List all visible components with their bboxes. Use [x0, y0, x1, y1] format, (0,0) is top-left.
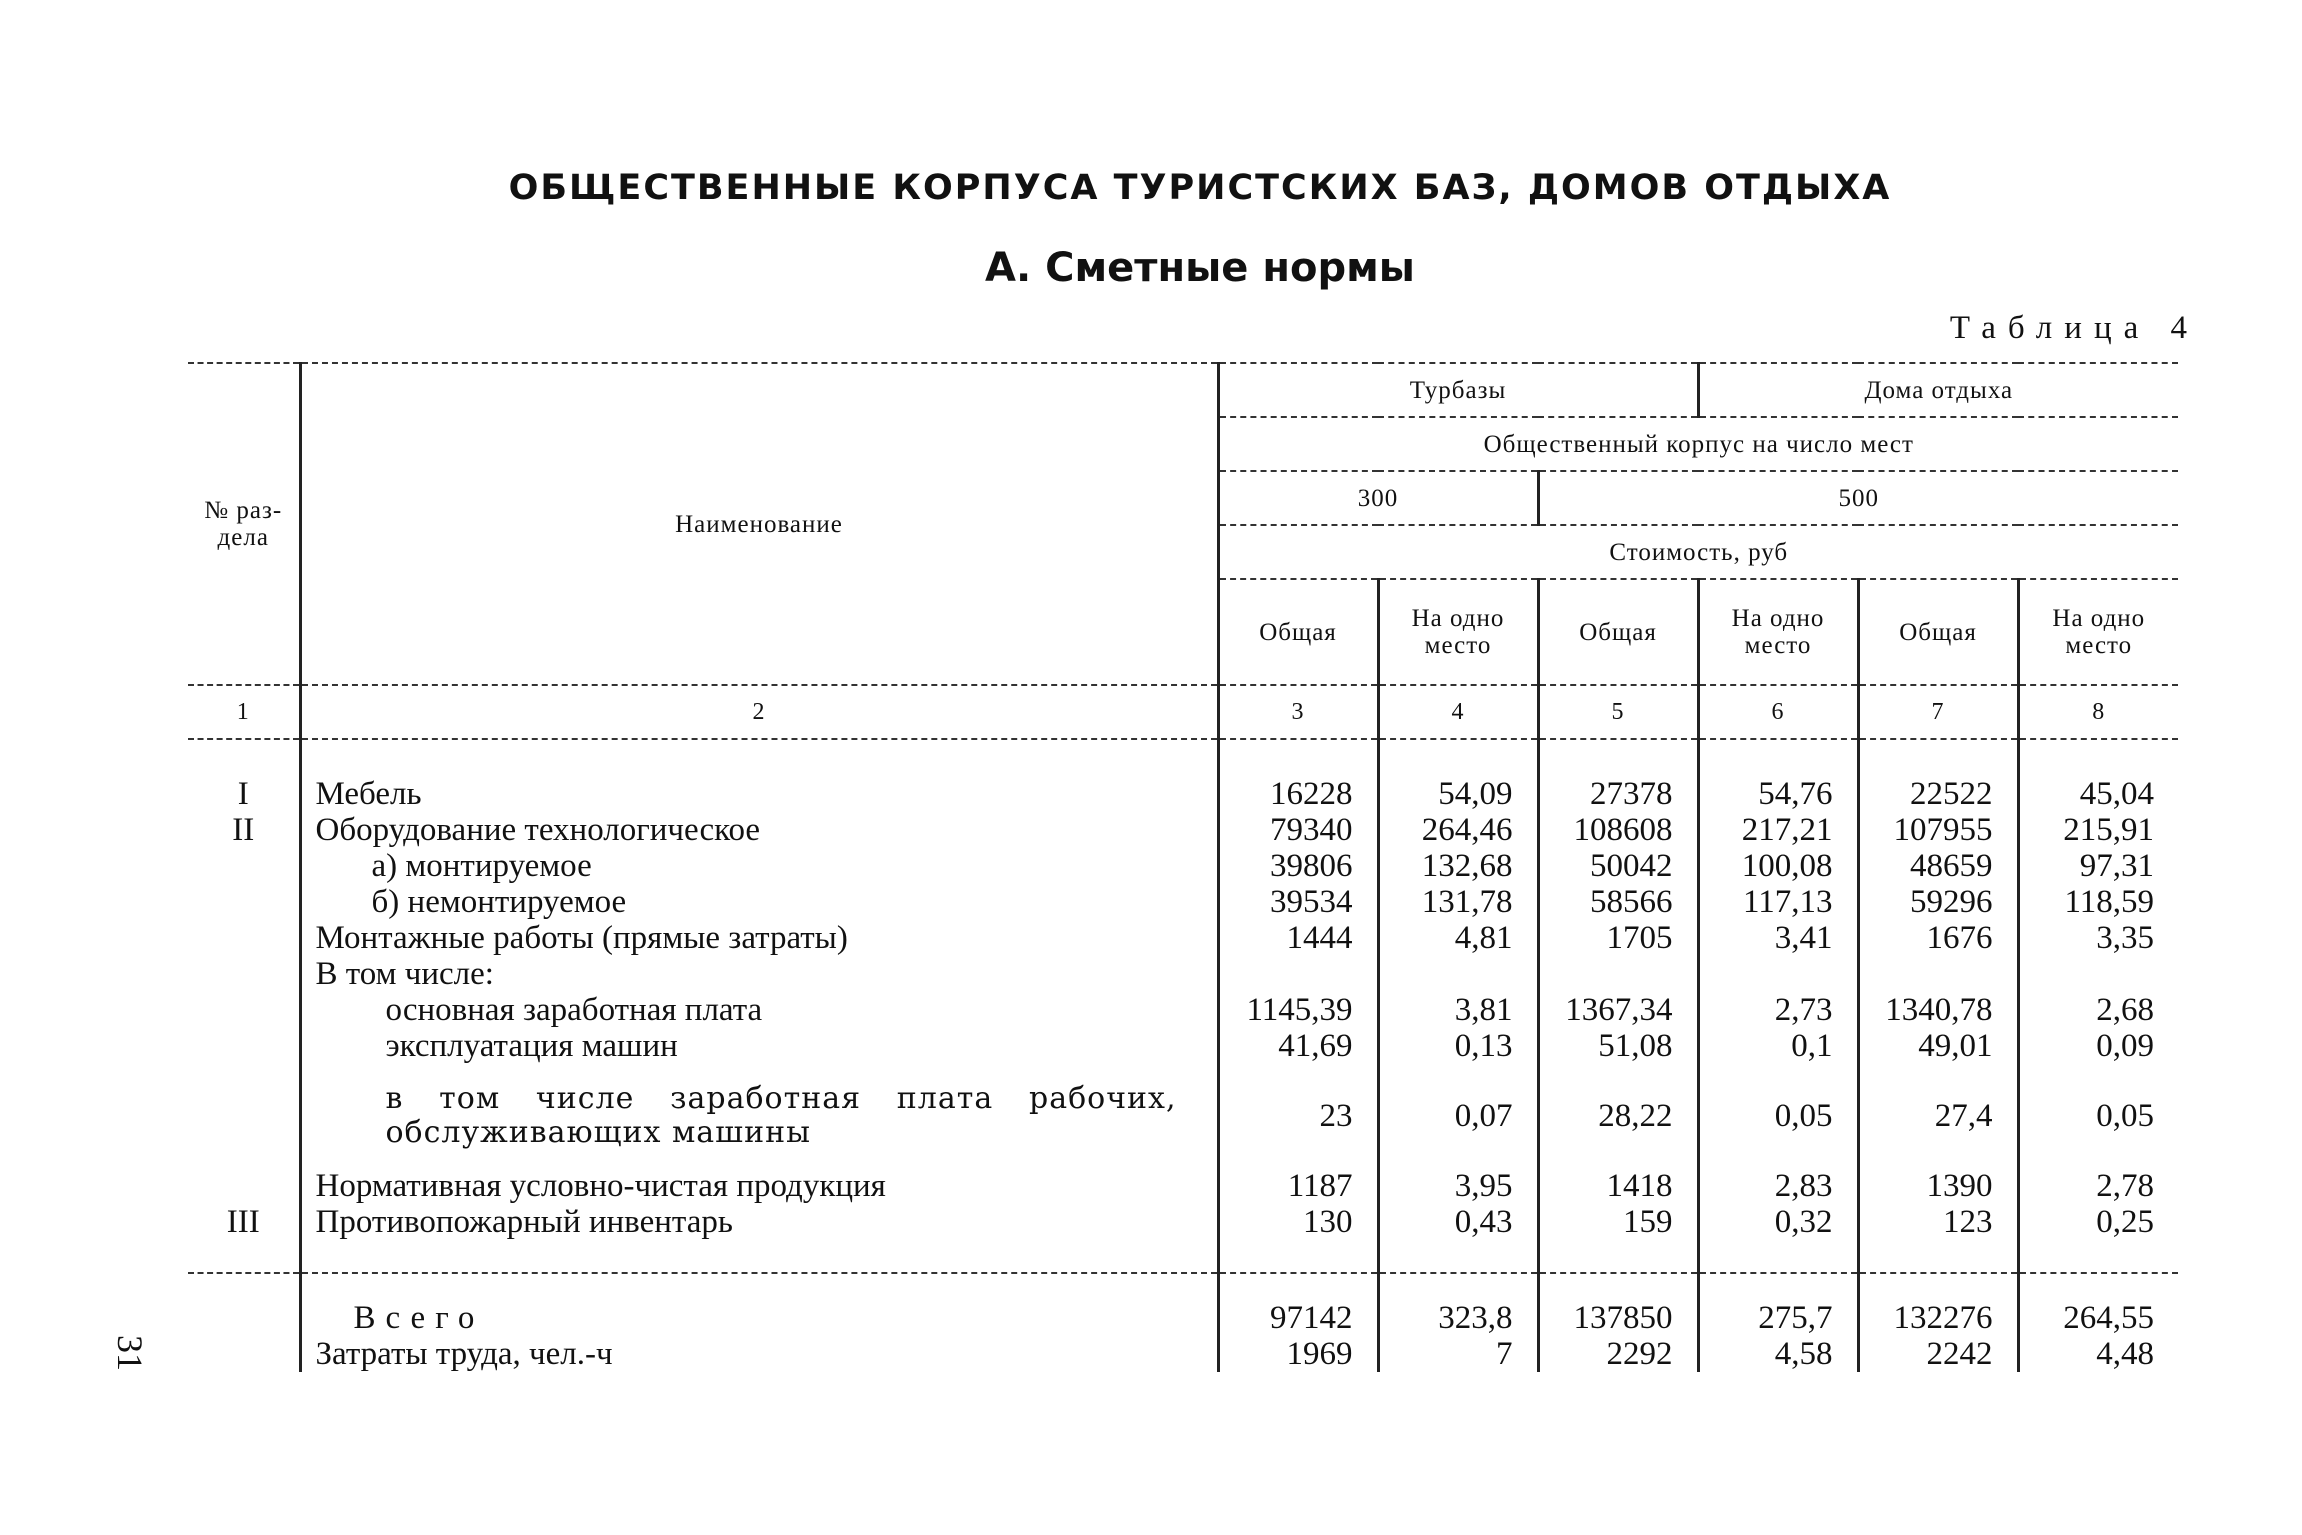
value-cell: 27378	[1538, 739, 1698, 812]
value-cell	[1858, 956, 2018, 992]
value-cell: 108608	[1538, 812, 1698, 848]
labor-row	[188, 1336, 2178, 1372]
value-cell: 79340	[1218, 812, 1378, 848]
labor-value-cell: 2292	[1538, 1336, 1698, 1372]
header-col-total: Общая	[1858, 579, 2018, 685]
value-cell: 3,95	[1378, 1168, 1538, 1204]
value-cell: 131,78	[1378, 884, 1538, 920]
value-cell: 1145,39	[1218, 992, 1378, 1028]
name-cell: Нормативная условно-чистая продукция	[300, 1168, 1218, 1204]
header-capacity-500: 500	[1538, 471, 2178, 525]
table-row	[188, 992, 2178, 1028]
value-cell: 54,09	[1378, 739, 1538, 812]
name-cell: В том числе:	[300, 956, 1218, 992]
value-cell: 0,07	[1378, 1064, 1538, 1168]
labor-value-cell: 4,48	[2096, 1336, 2155, 1372]
header-name	[300, 363, 1218, 685]
value-cell: 0,43	[1378, 1204, 1538, 1273]
column-number: 6	[1698, 685, 1858, 739]
value-cell: 264,46	[1378, 812, 1538, 848]
value-cell: 117,13	[1698, 884, 1858, 920]
value-cell: 28,22	[1538, 1064, 1698, 1168]
value-cell: 3,41	[1698, 920, 1858, 956]
table-row	[188, 1204, 2178, 1273]
section-cell: III	[188, 1204, 300, 1273]
name-cell: а) монтируемое	[300, 848, 1218, 884]
section-cell	[188, 884, 300, 920]
value-cell: 2,68	[2096, 992, 2155, 1028]
value-cell: 48659	[1858, 848, 2018, 884]
header-cost-label: Стоимость, руб	[1218, 525, 2178, 579]
header-col-per-place: На одно место	[2018, 579, 2178, 685]
section-cell	[188, 1336, 300, 1372]
value-cell: 123	[1858, 1204, 2018, 1273]
value-cell: 39806	[1218, 848, 1378, 884]
value-cell: 39534	[1218, 884, 1378, 920]
column-number: 2	[300, 685, 1218, 739]
column-number: 5	[1538, 685, 1698, 739]
total-value-cell: 323,8	[1378, 1273, 1538, 1336]
value-cell: 1340,78	[1858, 992, 2018, 1028]
page-number: 31	[110, 1335, 150, 1371]
value-cell: 100,08	[1698, 848, 1858, 884]
document-subtitle: А. Сметные нормы	[985, 245, 1415, 291]
table-row	[188, 920, 2178, 956]
section-cell	[188, 848, 300, 884]
section-cell	[188, 1273, 300, 1336]
labor-value-cell: 2242	[1858, 1336, 2018, 1372]
document-title: ОБЩЕСТВЕННЫЕ КОРПУСА ТУРИСТСКИХ БАЗ, ДОМОВ ОТДЫХА	[508, 168, 1892, 208]
table-row	[188, 884, 2178, 920]
value-cell: 107955	[1858, 812, 2018, 848]
header-group-turbazy: Турбазы	[1218, 363, 1698, 417]
value-cell: 2,78	[2096, 1168, 2155, 1204]
value-cell: 217,21	[1698, 812, 1858, 848]
value-cell: 215,91	[2063, 812, 2155, 848]
value-cell: 1367,34	[1538, 992, 1698, 1028]
estimate-norms-table	[188, 362, 2178, 1372]
header-col-total: Общая	[1218, 579, 1378, 685]
column-number: 4	[1378, 685, 1538, 739]
value-cell: 0,32	[1698, 1204, 1858, 1273]
value-cell: 0,25	[2018, 1204, 2178, 1273]
table-row	[188, 1168, 2178, 1204]
value-cell: 1676	[1858, 920, 2018, 956]
labor-value-cell: 1969	[1218, 1336, 1378, 1372]
section-cell	[188, 1064, 300, 1168]
column-number: 8	[2018, 685, 2178, 739]
total-value-cell: 132276	[1858, 1273, 2018, 1336]
table-row	[188, 739, 2178, 812]
value-cell	[1538, 956, 1698, 992]
section-cell	[188, 956, 300, 992]
section-cell: II	[232, 812, 255, 848]
value-cell: 16228	[1218, 739, 1378, 812]
value-cell: 97,31	[2079, 848, 2155, 884]
table-row	[188, 956, 2178, 992]
header-section-no-label: № раз- дела	[204, 497, 283, 551]
table-row	[188, 812, 2178, 848]
table-row	[188, 1028, 2178, 1064]
value-cell: 51,08	[1538, 1028, 1698, 1064]
column-number: 7	[1858, 685, 2018, 739]
section-cell	[188, 992, 300, 1028]
total-label: Всего	[300, 1273, 1218, 1336]
value-cell: 50042	[1538, 848, 1698, 884]
value-cell	[2018, 956, 2178, 992]
value-cell: 118,59	[2064, 884, 2155, 920]
name-cell: в том числе заработная плата рабочих, обслуживающих машины	[300, 1064, 1218, 1168]
value-cell: 27,4	[1858, 1064, 2018, 1168]
value-cell: 59296	[1858, 884, 2018, 920]
table-label: Таблица 4	[1949, 310, 2199, 346]
total-row	[188, 1273, 2178, 1336]
total-value-cell: 97142	[1218, 1273, 1378, 1336]
name-cell: Мебель	[300, 739, 1218, 812]
value-cell	[1698, 956, 1858, 992]
header-name-label: Наименование	[675, 510, 843, 538]
value-cell: 23	[1218, 1064, 1378, 1168]
header-col-per-place: На одно место	[1378, 579, 1538, 685]
value-cell: 0,09	[2096, 1028, 2155, 1064]
header-col-total: Общая	[1538, 579, 1698, 685]
column-number: 1	[188, 685, 300, 739]
total-value-cell: 264,55	[2063, 1300, 2155, 1336]
value-cell: 4,81	[1378, 920, 1538, 956]
section-cell	[188, 1028, 300, 1064]
value-cell: 22522	[1858, 739, 2018, 812]
value-cell: 45,04	[2079, 776, 2155, 812]
header-capacity-label: Общественный корпус на число мест	[1218, 417, 2178, 471]
value-cell: 41,69	[1218, 1028, 1378, 1064]
value-cell: 130	[1218, 1204, 1378, 1273]
value-cell: 54,76	[1698, 739, 1858, 812]
name-cell: Оборудование технологическое	[300, 812, 1218, 848]
name-cell: эксплуатация машин	[300, 1028, 1218, 1064]
name-cell: б) немонтируемое	[300, 884, 1218, 920]
header-section-no	[188, 363, 300, 685]
name-cell: Монтажные работы (прямые затраты)	[300, 920, 1218, 956]
value-cell: 58566	[1538, 884, 1698, 920]
value-cell: 1705	[1538, 920, 1698, 956]
labor-value-cell: 4,58	[1698, 1336, 1858, 1372]
header-capacity-300: 300	[1218, 471, 1538, 525]
name-cell: Противопожарный инвентарь	[300, 1204, 1218, 1273]
header-col-per-place: На одно место	[1698, 579, 1858, 685]
table-row	[188, 848, 2178, 884]
header-group-doma: Дома отдыха	[1698, 363, 2178, 417]
value-cell: 0,05	[1698, 1064, 1858, 1168]
total-value-cell: 137850	[1538, 1273, 1698, 1336]
value-cell: 0,05	[2096, 1098, 2155, 1134]
labor-value-cell: 7	[1378, 1336, 1538, 1372]
name-cell: основная заработная плата	[300, 992, 1218, 1028]
value-cell: 2,83	[1698, 1168, 1858, 1204]
value-cell	[1378, 956, 1538, 992]
value-cell: 2,73	[1698, 992, 1858, 1028]
value-cell	[1218, 956, 1378, 992]
column-number: 3	[1218, 685, 1378, 739]
value-cell: 1418	[1538, 1168, 1698, 1204]
value-cell: 1390	[1858, 1168, 2018, 1204]
value-cell: 1444	[1218, 920, 1378, 956]
value-cell: 1187	[1218, 1168, 1378, 1204]
table-row	[188, 1064, 2178, 1168]
value-cell: 132,68	[1378, 848, 1538, 884]
labor-label: Затраты труда, чел.-ч	[300, 1336, 1218, 1372]
section-cell	[188, 920, 300, 956]
section-cell	[188, 1168, 300, 1204]
value-cell: 3,35	[2096, 920, 2155, 956]
value-cell: 159	[1538, 1204, 1698, 1273]
value-cell: 49,01	[1858, 1028, 2018, 1064]
section-cell: I	[237, 776, 249, 812]
value-cell: 0,13	[1378, 1028, 1538, 1064]
value-cell: 0,1	[1698, 1028, 1858, 1064]
value-cell: 3,81	[1378, 992, 1538, 1028]
total-value-cell: 275,7	[1698, 1273, 1858, 1336]
